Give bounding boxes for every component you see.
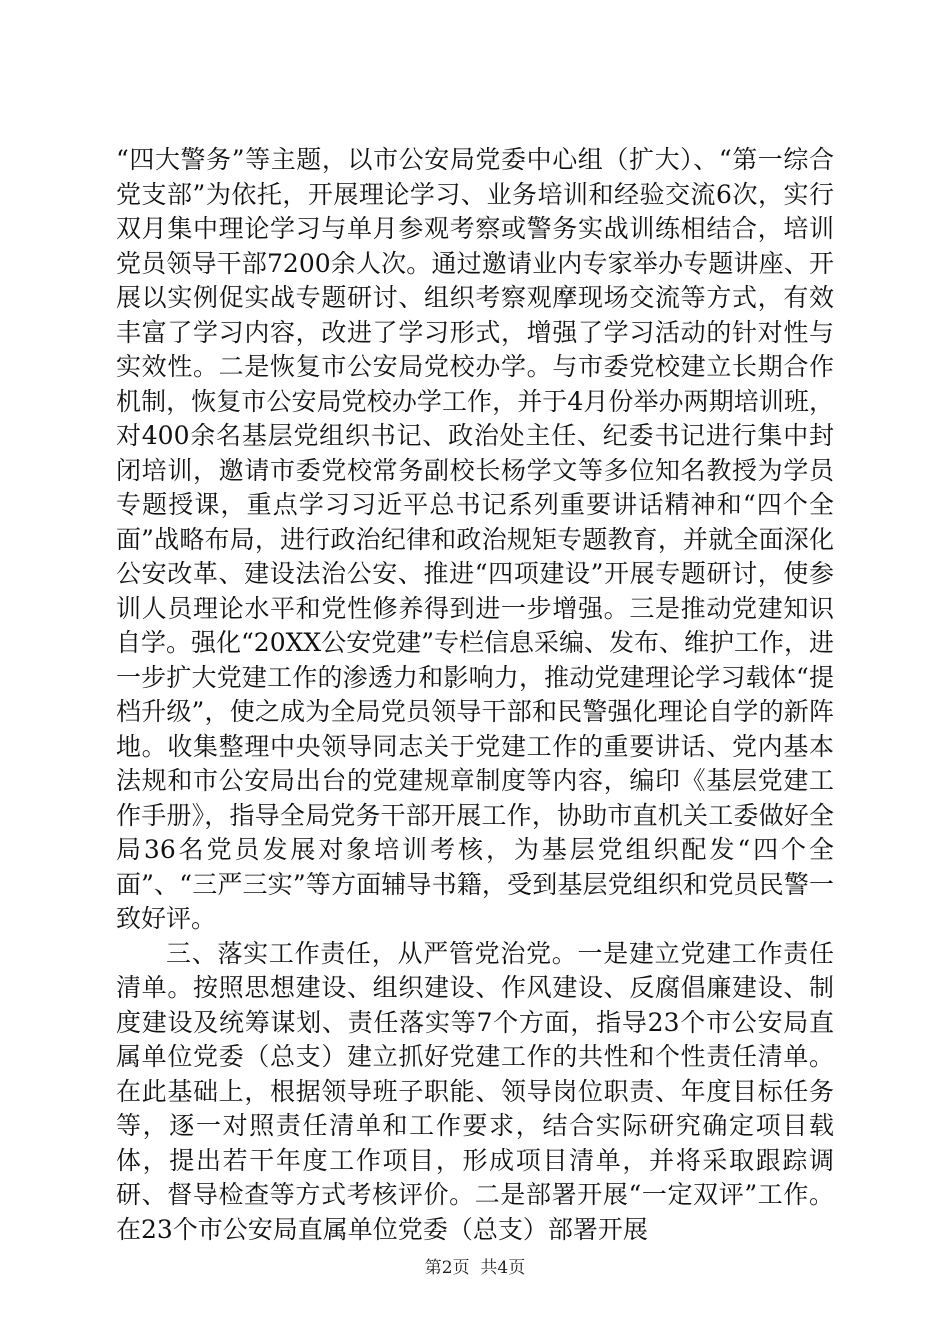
paragraph-continued: “四大警务”等主题，以市公安局党委中心组（扩大）、“第一综合党支部”为依托，开展理论学习、业务培训和经验交流6次，实行双月集中理论学习与单月参观考察或警务实战训练相结合，培训党员领导干部7200余人次。通过邀请业内专家举办专题讲座、开展以实例促实战专题研讨、组织考察观摩现场交流等方式，有效丰富了学习内容，改进了学习形式，增强了学习活动的针对性与实效性。二是恢复市公安局党校办学。与市委党校建立长期合作机制，恢复市公安局党校办学工作，并于4月份举办两期培训班，对400余名基层党组织书记、政治处主任、纪委书记进行集中封闭培训，邀请市委党校常务副校长杨学文等多位知名教授为学员专题授课，重点学习习近平总书记系列重要讲话精神和“四个全面”战略布局，进行政治纪律和政治规矩专题教育，并就全面深化公安改革、建设法治公安、推进“四项建设”开展专题研讨，使参训人员理论水平和党性修养得到进一步增强。三是推动党建知识自学。强化“20XX公安党建”专栏信息采编、发布、维护工作，进一步扩大党建工作的渗透力和影响力，推动党建理论学习载体“提档升级”，使之成为全局党员领导干部和民警强化理论自学的新阵地。收集整理中央领导同志关于党建工作的重要讲话、党内基本法规和市公安局出台的党建规章制度等内容，编印《基层党建工作手册》，指导全局党务干部开展工作，协助市直机关工委做好全局36名党员发展对象培训考核，为基层党组织配发“四个全面”、“三严三实”等方面辅导书籍，受到基层党组织和党员民警一致好评。: [116, 145, 834, 933]
paragraph-section-three: 三、落实工作责任，从严管党治党。一是建立党建工作责任清单。按照思想建设、组织建设、作风建设、反腐倡廉建设、制度建设及统筹谋划、责任落实等7个方面，指导23个市公安局直属单位党委（总支）建立抓好党建工作的共性和个性责任清单。在此基础上，根据领导班子职能、领导岗位职责、年度目标任务等，逐一对照责任清单和工作要求，结合实际研究确定项目载体，提出若干年度工作项目，形成项目清单，并将采取跟踪调研、督导检查等方式考核评价。二是部署开展“一定双评”工作。在23个市公安局直属单位党委（总支）部署开展: [116, 938, 834, 1244]
page-footer: [0, 1253, 950, 1278]
page-number-label: 第2页 共4页: [424, 1258, 526, 1278]
document-body: [116, 143, 834, 1247]
